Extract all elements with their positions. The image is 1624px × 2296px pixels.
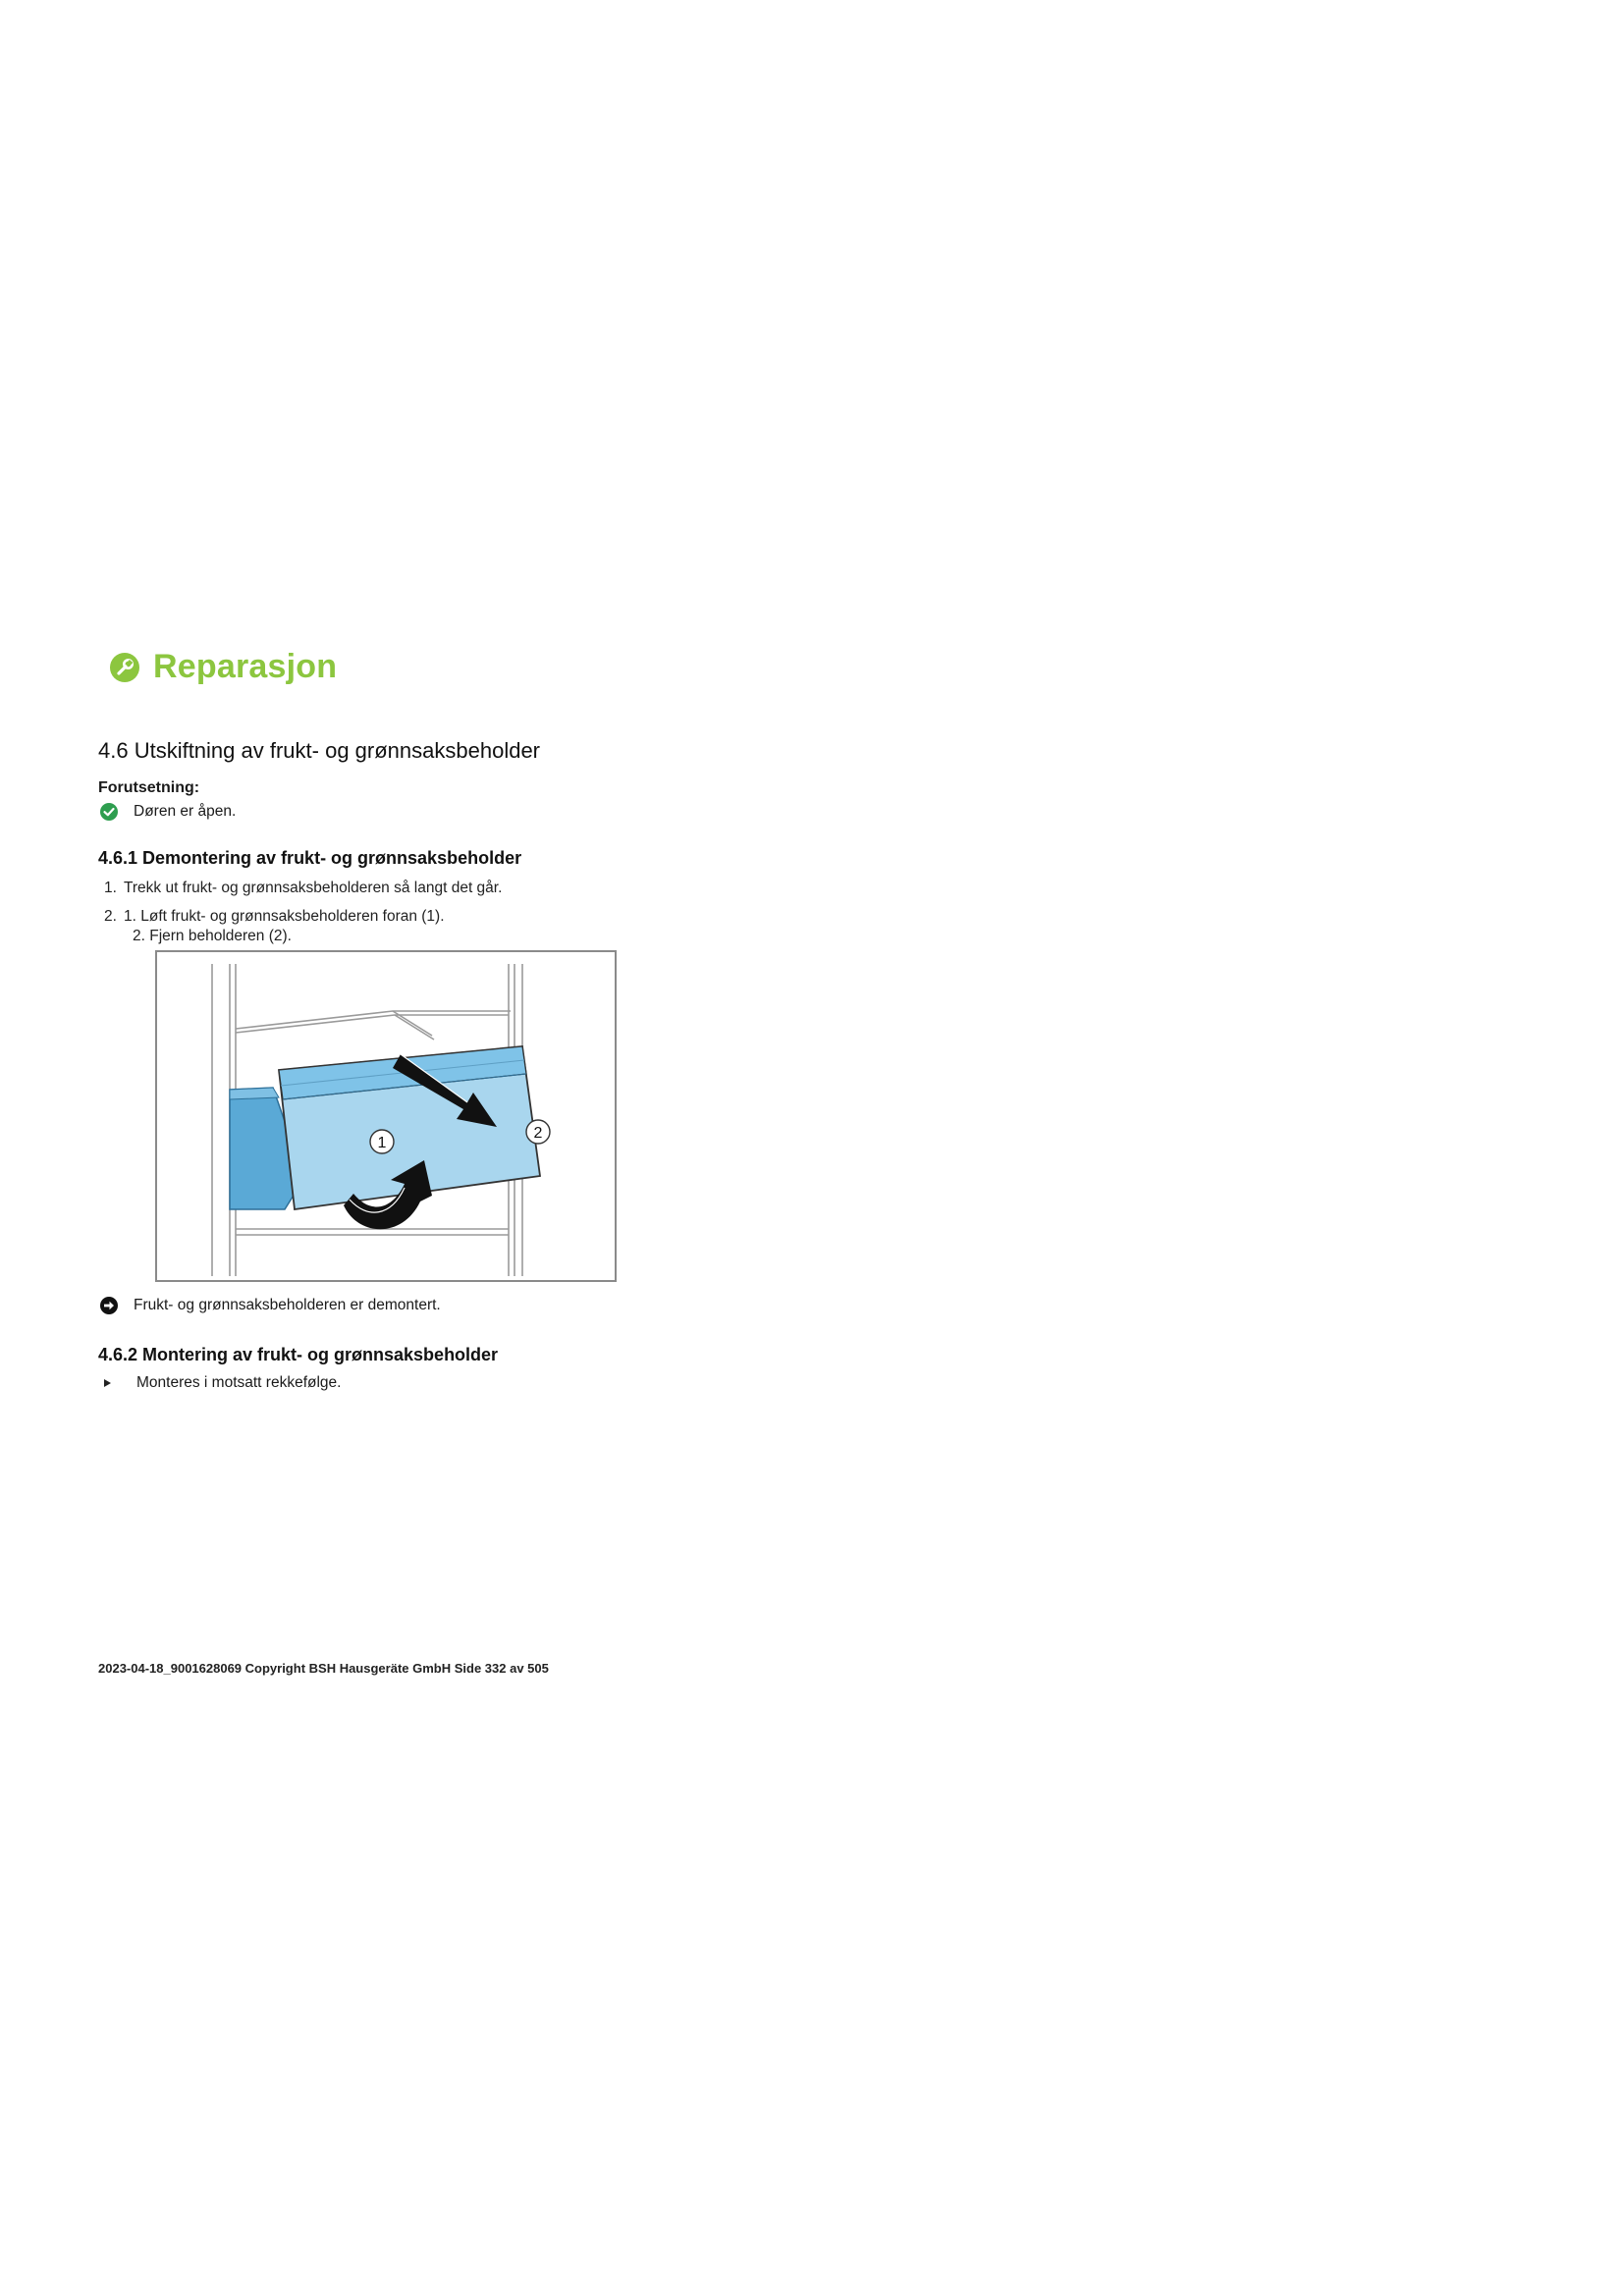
- prerequisite-label: Forutsetning:: [98, 779, 200, 796]
- chapter-title: Reparasjon: [153, 648, 338, 685]
- result-item: [100, 1297, 441, 1314]
- result-text: Frukt- og grønnsaksbeholderen er demontert.: [134, 1297, 441, 1313]
- drawer-removal-illustration: [155, 950, 617, 1282]
- check-icon: [100, 803, 118, 821]
- substep-text: 2. Fjern beholderen (2).: [133, 928, 292, 944]
- step-item: [104, 880, 502, 897]
- callout-1: [370, 1130, 394, 1153]
- step-number: 2.: [104, 908, 117, 925]
- installation-title: 4.6.2 Montering av frukt- og grønnsaksbeholder: [98, 1345, 499, 1364]
- installation-step-text: Monteres i motsatt rekkefølge.: [136, 1374, 342, 1391]
- installation-step: [102, 1374, 341, 1392]
- wrench-icon: [110, 653, 139, 682]
- step-text: 1. Løft frukt- og grønnsaksbeholderen foran (1).: [124, 908, 445, 925]
- step-text: Trekk ut frukt- og grønnsaksbeholderen så langt det går.: [124, 880, 503, 896]
- arrow-right-icon: [100, 1297, 118, 1314]
- svg-text:1: 1: [377, 1135, 387, 1151]
- page-footer: 2023-04-18_9001628069 Copyright BSH Hausgeräte GmbH Side 332 av 505: [98, 1661, 549, 1676]
- prerequisite-text: Døren er åpen.: [134, 803, 237, 820]
- chapter-header: [110, 648, 337, 686]
- triangle-bullet-icon: [104, 1379, 111, 1387]
- prerequisite-item: [100, 803, 236, 821]
- removal-title: 4.6.1 Demontering av frukt- og grønnsaksbeholder: [98, 848, 522, 868]
- step-item: [104, 908, 445, 926]
- svg-text:2: 2: [533, 1125, 543, 1142]
- section-title: 4.6 Utskiftning av frukt- og grønnsaksbeholder: [98, 738, 541, 763]
- callout-2: [526, 1120, 550, 1144]
- step-number: 1.: [104, 880, 117, 896]
